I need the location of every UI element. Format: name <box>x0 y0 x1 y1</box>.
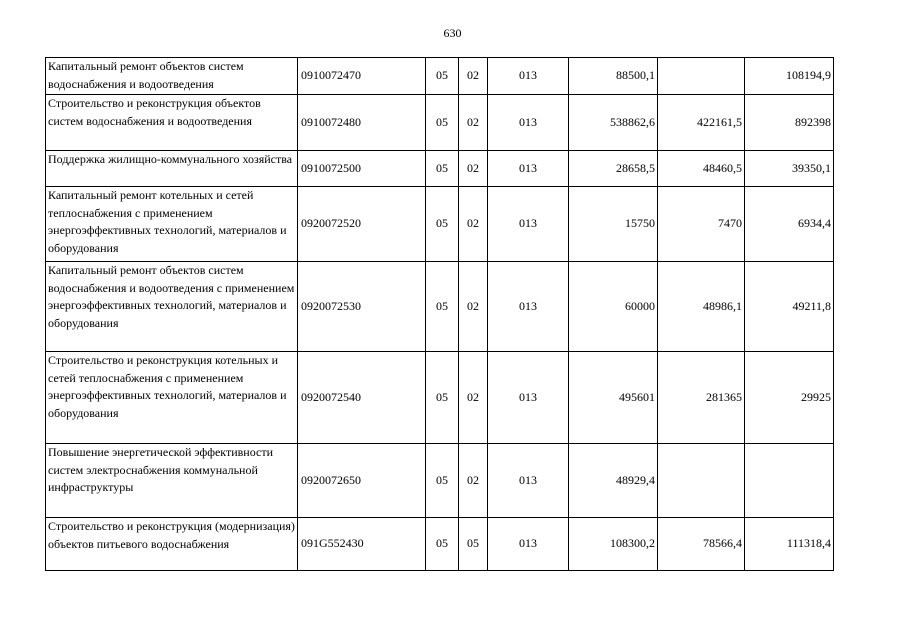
budget-table <box>45 57 834 571</box>
row-name: Повышение энергетической эффективности систем электроснабжения коммунальной инфраструктуры <box>46 444 298 518</box>
row-value-1: 15750 <box>569 187 658 262</box>
row-value-2: 48460,5 <box>658 151 745 187</box>
table-row <box>46 95 834 151</box>
row-name: Строительство и реконструкция объектов систем водоснабжения и водоотведения <box>46 95 298 151</box>
row-kvr: 013 <box>488 58 569 95</box>
table-row <box>46 444 834 518</box>
row-value-3: 892398 <box>745 95 834 151</box>
row-value-2: 422161,5 <box>658 95 745 151</box>
row-value-1: 60000 <box>569 262 658 352</box>
table-row <box>46 518 834 571</box>
row-subsection: 02 <box>459 95 488 151</box>
row-kvr: 013 <box>488 518 569 571</box>
row-code: 0910072470 <box>298 58 426 95</box>
row-value-1: 48929,4 <box>569 444 658 518</box>
row-name: Строительство и реконструкция котельных и сетей теплоснабжения с применением энергоэффективных технологий, материалов и оборудования <box>46 352 298 444</box>
row-value-1: 88500,1 <box>569 58 658 95</box>
row-value-3: 39350,1 <box>745 151 834 187</box>
row-value-3 <box>745 444 834 518</box>
row-subsection: 02 <box>459 58 488 95</box>
row-code: 0920072530 <box>298 262 426 352</box>
table-row <box>46 58 834 95</box>
row-code: 0920072540 <box>298 352 426 444</box>
row-kvr: 013 <box>488 352 569 444</box>
row-section: 05 <box>426 352 459 444</box>
row-value-2 <box>658 444 745 518</box>
row-subsection: 02 <box>459 444 488 518</box>
row-value-2 <box>658 58 745 95</box>
row-section: 05 <box>426 151 459 187</box>
row-value-2: 281365 <box>658 352 745 444</box>
row-kvr: 013 <box>488 187 569 262</box>
row-code: 091G552430 <box>298 518 426 571</box>
table-row <box>46 187 834 262</box>
row-section: 05 <box>426 518 459 571</box>
row-section: 05 <box>426 187 459 262</box>
table-row <box>46 151 834 187</box>
row-value-2: 7470 <box>658 187 745 262</box>
row-name: Поддержка жилищно-коммунального хозяйства <box>46 151 298 187</box>
row-value-1: 495601 <box>569 352 658 444</box>
row-value-3: 108194,9 <box>745 58 834 95</box>
row-value-1: 28658,5 <box>569 151 658 187</box>
row-name: Капитальный ремонт объектов систем водоснабжения и водоотведения <box>46 58 298 95</box>
table-row <box>46 352 834 444</box>
page-number: 630 <box>443 26 462 40</box>
row-section: 05 <box>426 444 459 518</box>
row-value-3: 6934,4 <box>745 187 834 262</box>
row-code: 0910072500 <box>298 151 426 187</box>
row-name: Капитальный ремонт котельных и сетей теплоснабжения с применением энергоэффективных технологий, материалов и оборудования <box>46 187 298 262</box>
row-subsection: 02 <box>459 187 488 262</box>
row-kvr: 013 <box>488 262 569 352</box>
row-name: Строительство и реконструкция (модернизация) объектов питьевого водоснабжения <box>46 518 298 571</box>
row-code: 0920072650 <box>298 444 426 518</box>
row-name: Капитальный ремонт объектов систем водоснабжения и водоотведения с применением энергоэффективных технологий, материалов и оборудования <box>46 262 298 352</box>
table-row <box>46 262 834 352</box>
row-value-2: 78566,4 <box>658 518 745 571</box>
row-value-3: 49211,8 <box>745 262 834 352</box>
row-kvr: 013 <box>488 95 569 151</box>
row-value-2: 48986,1 <box>658 262 745 352</box>
row-subsection: 02 <box>459 352 488 444</box>
row-kvr: 013 <box>488 444 569 518</box>
row-value-3: 111318,4 <box>745 518 834 571</box>
row-section: 05 <box>426 262 459 352</box>
row-subsection: 02 <box>459 262 488 352</box>
row-value-3: 29925 <box>745 352 834 444</box>
row-kvr: 013 <box>488 151 569 187</box>
row-code: 0910072480 <box>298 95 426 151</box>
row-subsection: 02 <box>459 151 488 187</box>
row-code: 0920072520 <box>298 187 426 262</box>
row-value-1: 538862,6 <box>569 95 658 151</box>
row-section: 05 <box>426 58 459 95</box>
row-value-1: 108300,2 <box>569 518 658 571</box>
row-subsection: 05 <box>459 518 488 571</box>
row-section: 05 <box>426 95 459 151</box>
